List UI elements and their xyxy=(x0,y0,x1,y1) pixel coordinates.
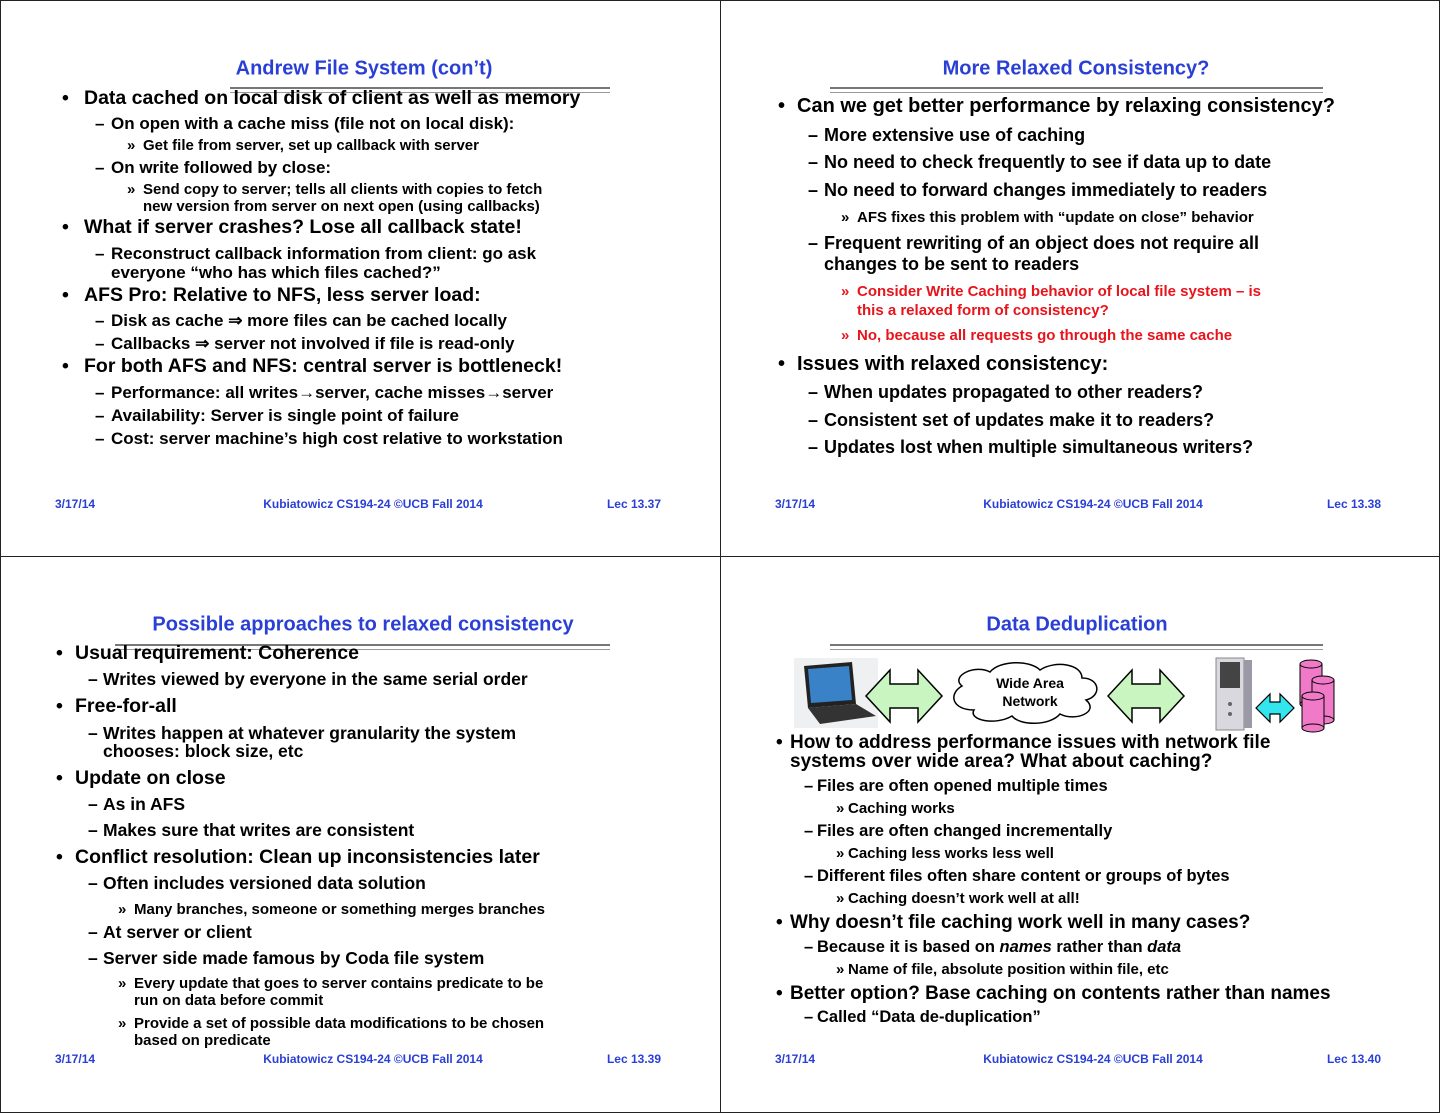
laptop-icon xyxy=(794,658,878,728)
bullet-marker: • xyxy=(776,731,783,753)
bullet-item: What if server crashes? Lose all callback state! xyxy=(84,216,522,239)
footer-course: Kubiatowicz CS194-24 ©UCB Fall 2014 xyxy=(983,1052,1203,1066)
bullet-item: Better option? Base caching on contents rather than names xyxy=(790,982,1331,1004)
sub-sub-item: this a relaxed form of consistency? xyxy=(857,301,1109,319)
bullet-marker: » xyxy=(841,282,850,300)
sub-item xyxy=(817,939,1181,956)
bullet-marker: – xyxy=(808,437,819,458)
bullet-marker: » xyxy=(836,889,845,907)
sub-item: Reconstruct callback information from client: go ask xyxy=(111,243,537,263)
bullet-marker: » xyxy=(127,136,136,154)
bullet-marker: – xyxy=(95,428,105,448)
sub-item: Performance: all writes→server, cache misses→server xyxy=(111,382,554,402)
sub-item: When updates propagated to other readers? xyxy=(824,382,1204,403)
sub-sub-item: Many branches, someone or something merges branches xyxy=(134,900,545,918)
bullet-marker: • xyxy=(778,353,786,375)
sub-item: No need to check frequently to see if data up to date xyxy=(824,152,1272,173)
sub-sub-item: Every update that goes to server contains predicate to be xyxy=(134,974,544,992)
sub-sub-item: AFS fixes this problem with “update on close” behavior xyxy=(857,208,1254,226)
sub-sub-item: Get file from server, set up callback with server xyxy=(143,136,479,154)
bullet-marker: – xyxy=(804,866,814,885)
server-icon xyxy=(1216,658,1252,730)
double-arrow-icon xyxy=(1108,670,1184,722)
bullet-marker: – xyxy=(95,310,105,330)
slide-title: Data Deduplication xyxy=(986,613,1168,636)
sub-item: chooses: block size, etc xyxy=(103,741,304,762)
sub-sub-item: No, because all requests go through the same cache xyxy=(857,326,1233,344)
bullet-marker: • xyxy=(776,982,783,1004)
title-underline xyxy=(830,644,1323,650)
footer-lecture-number: Lec 13.39 xyxy=(606,1052,661,1066)
sub-item: Updates lost when multiple simultaneous writers? xyxy=(824,437,1254,458)
bullet-marker: – xyxy=(95,157,105,177)
bullet-marker: – xyxy=(808,180,819,201)
bullet-marker: • xyxy=(56,695,63,718)
bullet-marker: • xyxy=(776,911,783,933)
bullet-marker: • xyxy=(56,642,63,665)
text-segment: Because it is based on xyxy=(817,937,1000,956)
sub-item: Consistent set of updates make it to readers? xyxy=(824,410,1215,431)
emphasized-text: data xyxy=(1147,937,1182,956)
sub-item: Availability: Server is single point of failure xyxy=(111,405,459,425)
sub-item: Disk as cache ⇒ more files can be cached locally xyxy=(111,310,507,330)
bullet-marker: – xyxy=(88,948,98,969)
bullet-item: Data cached on local disk of client as well as memory xyxy=(84,87,581,110)
bullet-marker: – xyxy=(808,125,819,146)
sub-sub-item: Provide a set of possible data modifications to be chosen xyxy=(134,1014,545,1032)
sub-item: As in AFS xyxy=(103,794,185,815)
bullet-marker: » xyxy=(118,1014,127,1032)
bullet-marker: – xyxy=(808,410,819,431)
sub-item: On open with a cache miss (file not on local disk): xyxy=(111,113,515,133)
bullet-marker: – xyxy=(88,820,98,841)
slide-title: More Relaxed Consistency? xyxy=(942,57,1210,80)
bullet-marker: – xyxy=(804,776,814,795)
footer-course: Kubiatowicz CS194-24 ©UCB Fall 2014 xyxy=(983,497,1203,511)
bullet-marker: • xyxy=(778,95,786,117)
bullet-marker: » xyxy=(836,960,845,978)
bullet-item: AFS Pro: Relative to NFS, less server load: xyxy=(84,284,481,307)
bullet-item: Can we get better performance by relaxing consistency? xyxy=(797,95,1335,117)
bullet-marker: – xyxy=(95,333,105,353)
sub-item: Server side made famous by Coda file system xyxy=(103,948,485,969)
slide-title: Possible approaches to relaxed consistency xyxy=(152,613,574,636)
footer-course: Kubiatowicz CS194-24 ©UCB Fall 2014 xyxy=(263,497,483,511)
bullet-marker: – xyxy=(808,152,819,173)
bullet-marker: • xyxy=(62,87,69,110)
bullet-marker: » xyxy=(836,844,845,862)
deduplication-diagram xyxy=(790,656,1350,736)
bullet-marker: – xyxy=(808,233,819,254)
database-icon xyxy=(1300,660,1334,732)
bullet-item: Why doesn’t file caching work well in many cases? xyxy=(790,911,1251,933)
bullet-item: Free-for-all xyxy=(75,695,177,718)
bullet-item: How to address performance issues with network file xyxy=(790,731,1271,753)
sub-item: Called “Data de-duplication” xyxy=(817,1007,1041,1026)
footer-lecture-number: Lec 13.40 xyxy=(1326,1052,1381,1066)
sub-sub-item: based on predicate xyxy=(134,1031,271,1049)
sub-item: everyone “who has which files cached?” xyxy=(111,262,441,282)
bullet-marker: – xyxy=(88,873,98,894)
sub-item: Makes sure that writes are consistent xyxy=(103,820,415,841)
bullet-marker: – xyxy=(88,794,98,815)
bullet-marker: » xyxy=(127,180,136,198)
bullet-marker: » xyxy=(836,799,845,817)
bullet-item: Issues with relaxed consistency: xyxy=(797,353,1109,375)
cloud-label-line1: Wide Area xyxy=(996,675,1064,691)
bullet-marker: – xyxy=(804,937,814,956)
bullet-item: Update on close xyxy=(75,767,226,790)
cyan-double-arrow-icon xyxy=(1256,694,1294,722)
text-segment: rather than xyxy=(1051,937,1148,956)
sub-sub-item: Name of file, absolute position within file, etc xyxy=(848,960,1169,978)
slide-title: Andrew File System (con’t) xyxy=(235,57,493,80)
bullet-marker: • xyxy=(56,846,63,869)
bullet-marker: » xyxy=(841,326,850,344)
sub-item: Writes viewed by everyone in the same serial order xyxy=(103,669,528,690)
bullet-item: For both AFS and NFS: central server is bottleneck! xyxy=(84,355,563,378)
footer-date: 3/17/14 xyxy=(775,497,816,511)
footer-date: 3/17/14 xyxy=(775,1052,816,1066)
bullet-marker: – xyxy=(95,243,105,263)
bullet-marker: • xyxy=(62,216,69,239)
sub-item: Writes happen at whatever granularity the system xyxy=(103,723,517,744)
bullet-marker: – xyxy=(95,113,105,133)
sub-sub-item: Consider Write Caching behavior of local file system – is xyxy=(857,282,1262,300)
sub-item: On write followed by close: xyxy=(111,157,332,177)
sub-item: Files are often changed incrementally xyxy=(817,821,1113,840)
sub-item: Often includes versioned data solution xyxy=(103,873,426,894)
title-underline xyxy=(830,87,1323,93)
sub-sub-item: run on data before commit xyxy=(134,991,324,1009)
bullet-marker: – xyxy=(88,922,98,943)
bullet-marker: – xyxy=(95,405,105,425)
cloud-icon xyxy=(954,663,1097,724)
bullet-marker: » xyxy=(841,208,850,226)
sub-sub-item: Send copy to server; tells all clients with copies to fetch xyxy=(143,180,543,198)
bullet-marker: » xyxy=(118,900,127,918)
sub-item: changes to be sent to readers xyxy=(824,254,1080,275)
sub-item: Frequent rewriting of an object does not require all xyxy=(824,233,1260,254)
bullet-marker: – xyxy=(804,1007,814,1026)
sub-item: Callbacks ⇒ server not involved if file is read-only xyxy=(111,333,515,353)
sub-item: At server or client xyxy=(103,922,252,943)
bullet-marker: – xyxy=(804,821,814,840)
footer-date: 3/17/14 xyxy=(55,1052,96,1066)
bullet-marker: – xyxy=(95,382,105,402)
footer-lecture-number: Lec 13.38 xyxy=(1326,497,1381,511)
bullet-marker: • xyxy=(62,284,69,307)
bullet-item: systems over wide area? What about caching? xyxy=(790,750,1213,772)
emphasized-text: names xyxy=(999,937,1052,956)
sub-item: More extensive use of caching xyxy=(824,125,1086,146)
bullet-marker: • xyxy=(62,355,69,378)
horizontal-divider xyxy=(0,556,1440,557)
sub-item: Different files often share content or groups of bytes xyxy=(817,866,1230,885)
sub-sub-item: Caching works xyxy=(848,799,955,817)
bullet-marker: » xyxy=(118,974,127,992)
sub-item: No need to forward changes immediately to readers xyxy=(824,180,1268,201)
bullet-marker: – xyxy=(88,723,98,744)
bullet-item: Conflict resolution: Clean up inconsistencies later xyxy=(75,846,540,869)
bullet-marker: • xyxy=(56,767,63,790)
sub-sub-item: Caching less works less well xyxy=(848,844,1054,862)
footer-date: 3/17/14 xyxy=(55,497,96,511)
sub-item: Files are often opened multiple times xyxy=(817,776,1108,795)
sub-item: Cost: server machine’s high cost relative to workstation xyxy=(111,428,563,448)
footer-course: Kubiatowicz CS194-24 ©UCB Fall 2014 xyxy=(263,1052,483,1066)
cloud-label-line2: Network xyxy=(1002,693,1058,709)
bullet-marker: – xyxy=(808,382,819,403)
sub-sub-item: new version from server on next open (using callbacks) xyxy=(143,197,540,215)
bullet-marker: – xyxy=(88,669,98,690)
footer-lecture-number: Lec 13.37 xyxy=(606,497,661,511)
sub-sub-item: Caching doesn’t work well at all! xyxy=(848,889,1080,907)
bullet-item: Usual requirement: Coherence xyxy=(75,642,359,665)
